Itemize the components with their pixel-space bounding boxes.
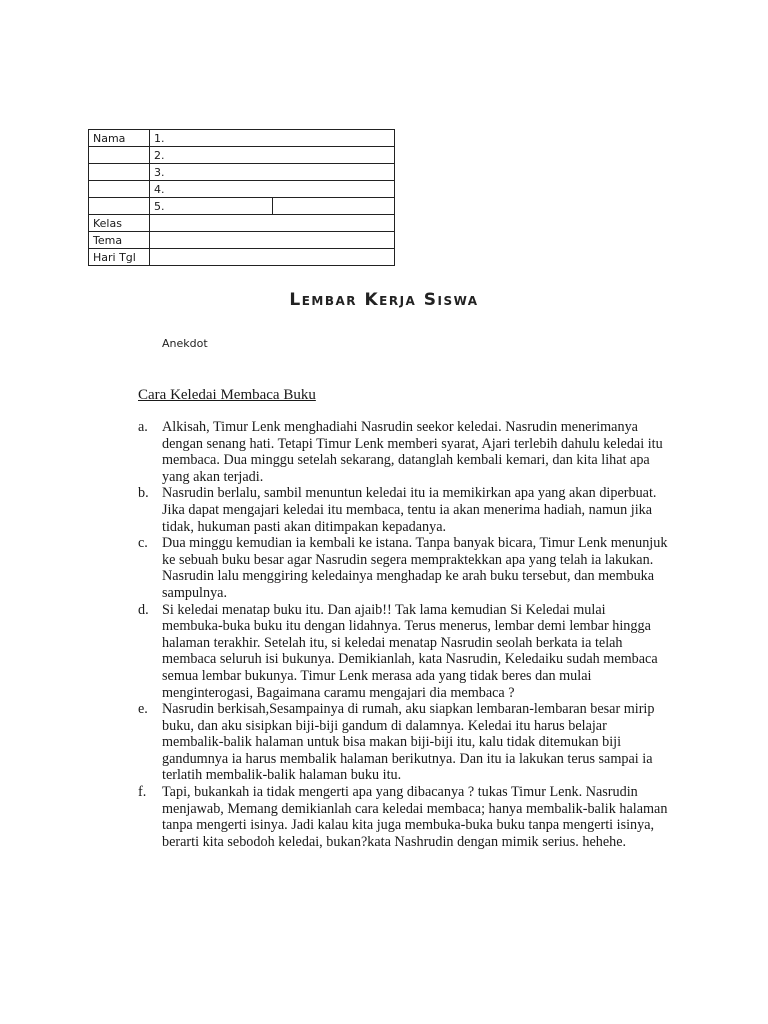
list-marker: d.	[138, 601, 149, 618]
table-row	[89, 147, 395, 164]
name-field-1[interactable]: 1.	[150, 130, 395, 147]
page-title: Lembar Kerja Siswa	[289, 290, 479, 310]
list-marker: e.	[138, 701, 148, 718]
name-field-4[interactable]: 4.	[150, 181, 395, 198]
date-label: Hari Tgl	[89, 249, 150, 266]
story-list	[138, 419, 668, 850]
list-item	[138, 485, 668, 535]
list-marker: b.	[138, 485, 149, 502]
paragraph-text: Dua minggu kemudian ia kembali ke istana. Tanpa banyak bicara, Timur Lenk menunjuk ke sebuah buku besar agar Nasrudin segera mempraktekkan apa yang telah ia lakukan. Nasrudin lalu menggiring keledainya menghadap ke arah buku tersebut, dan membuka sampulnya.	[162, 535, 668, 601]
student-identity-table	[88, 129, 395, 266]
name-field-2[interactable]: 2.	[150, 147, 395, 164]
list-item	[138, 701, 668, 784]
extra-cell[interactable]	[273, 198, 395, 215]
name-label: Nama	[89, 130, 150, 147]
table-row	[89, 164, 395, 181]
list-item	[138, 419, 668, 485]
table-row	[89, 232, 395, 249]
table-row	[89, 215, 395, 232]
theme-field[interactable]	[150, 232, 395, 249]
paragraph-text: Nasrudin berkisah,Sesampainya di rumah, aku siapkan lembaran-lembaran besar mirip buku, dan aku sisipkan biji-biji gandum di dalamnya. Keledai itu harus belajar membalik-balik halaman untuk bisa makan biji-biji itu, kalu tidak ditemukan biji gandumnya ia harus membalik halaman berikutnya. Dan itu ia lakukan terus sampai ia terlatih membalik-balik halaman buku itu.	[162, 701, 655, 784]
subtitle: Anekdot	[162, 337, 208, 350]
paragraph-text: Nasrudin berlalu, sambil menuntun keledai itu ia memikirkan apa yang akan diperbuat. Jika dapat mengajari keledai itu membaca, tentu ia akan menerima hadiah, namun jika tidak, hukuman pasti akan ditimpakan kepadanya.	[162, 485, 657, 535]
table-row	[89, 249, 395, 266]
story-title: Cara Keledai Membaca Buku	[138, 387, 316, 403]
list-marker: f.	[138, 784, 147, 801]
list-item	[138, 602, 668, 702]
row-label	[89, 147, 150, 164]
paragraph-text: Alkisah, Timur Lenk menghadiahi Nasrudin seekor keledai. Nasrudin menerimanya dengan senang hati. Tetapi Timur Lenk memberi syarat, Ajari terlebih dahulu keledai itu membaca. Dua minggu setelah sekarang, datanglah kembali kemari, dan kita lihat apa yang akan terjadi.	[162, 419, 663, 485]
row-label	[89, 181, 150, 198]
row-label	[89, 164, 150, 181]
table-row	[89, 198, 395, 215]
list-marker: c.	[138, 535, 148, 552]
name-field-5[interactable]: 5.	[150, 198, 273, 215]
table-row	[89, 181, 395, 198]
name-field-3[interactable]: 3.	[150, 164, 395, 181]
date-field[interactable]	[150, 249, 395, 266]
class-field[interactable]	[150, 215, 395, 232]
table-row	[89, 130, 395, 147]
paragraph-text: Si keledai menatap buku itu. Dan ajaib!! Tak lama kemudian Si Keledai mulai membuka-buka buku itu dengan lidahnya. Terus menerus, lembar demi lembar hingga halaman terakhir. Setelah itu, si keledai menatap Nasrudin seolah berkata ia telah membaca seluruh isi bukunya. Demikianlah, kata Nasrudin, Keledaiku sudah membaca semua lembar bukunya. Timur Lenk merasa ada yang tidak beres dan mulai menginterogasi, Bagaimana caramu mengajari dia membaca ?	[162, 601, 658, 701]
list-item	[138, 535, 668, 601]
paragraph-text: Tapi, bukankah ia tidak mengerti apa yang dibacanya ? tukas Timur Lenk. Nasrudin menjawab, Memang demikianlah cara keledai membaca; hanya membalik-balik halaman tanpa mengerti isinya. Jadi kalau kita juga membuka-buka buku tanpa mengerti isinya, berarti kita sebodoh keledai, bukan?kata Nashrudin dengan mimik serius. hehehe.	[162, 784, 668, 850]
row-label	[89, 198, 150, 215]
theme-label: Tema	[89, 232, 150, 249]
list-item	[138, 784, 668, 850]
class-label: Kelas	[89, 215, 150, 232]
list-marker: a.	[138, 419, 148, 435]
